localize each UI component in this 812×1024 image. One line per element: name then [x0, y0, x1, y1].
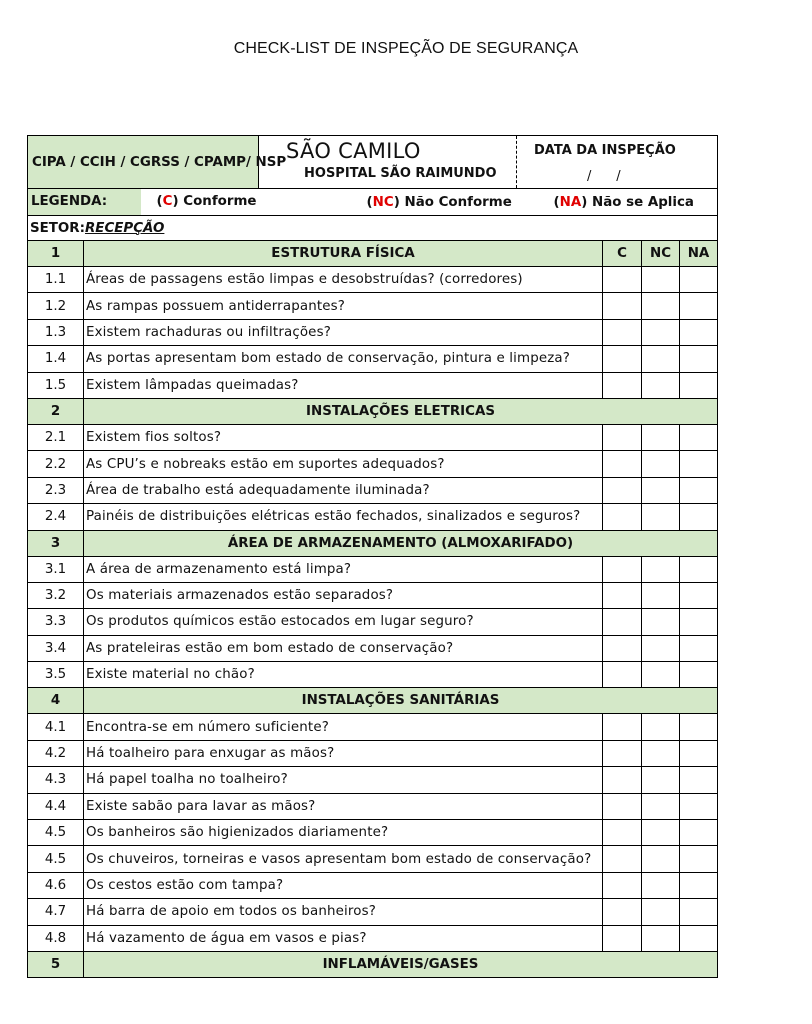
checklist-item: [28, 846, 718, 872]
item-number: 4.3: [28, 767, 84, 793]
setor-value[interactable]: RECEPÇÃO: [84, 220, 165, 236]
checkbox-c[interactable]: [603, 740, 642, 766]
checkbox-na[interactable]: [680, 662, 718, 688]
section-title: INFLAMÁVEIS/GASES: [84, 951, 718, 977]
section-number: 2: [28, 398, 84, 424]
checklist-item: [28, 556, 718, 582]
checkbox-nc[interactable]: [642, 346, 680, 372]
item-number: 3.5: [28, 662, 84, 688]
checklist-item: [28, 293, 718, 319]
item-number: 2.2: [28, 451, 84, 477]
checkbox-nc[interactable]: [642, 582, 680, 608]
item-number: 2.4: [28, 504, 84, 530]
item-question: Os cestos estão com tampa?: [84, 872, 603, 898]
setor-label: SETOR:: [30, 220, 85, 236]
checklist-item: [28, 767, 718, 793]
checkbox-na[interactable]: [680, 925, 718, 951]
item-question: Há papel toalha no toalheiro?: [84, 767, 603, 793]
header-row: [28, 136, 718, 189]
checkbox-nc[interactable]: [642, 846, 680, 872]
item-number: 3.2: [28, 582, 84, 608]
item-question: As prateleiras estão em bom estado de conservação?: [84, 635, 603, 661]
column-header-c: C: [603, 241, 642, 267]
checkbox-na[interactable]: [680, 477, 718, 503]
checkbox-nc[interactable]: [642, 477, 680, 503]
checkbox-c[interactable]: [603, 767, 642, 793]
item-number: 4.5: [28, 846, 84, 872]
checkbox-na[interactable]: [680, 556, 718, 582]
item-question: Os banheiros são higienizados diariamente?: [84, 820, 603, 846]
checkbox-nc[interactable]: [642, 424, 680, 450]
checkbox-nc[interactable]: [642, 267, 680, 293]
item-number: 1.2: [28, 293, 84, 319]
item-number: 4.2: [28, 740, 84, 766]
inspection-date-field[interactable]: / /: [587, 169, 621, 184]
checkbox-nc[interactable]: [642, 714, 680, 740]
checkbox-na[interactable]: [680, 372, 718, 398]
item-question: Existe sabão para lavar as mãos?: [84, 793, 603, 819]
checkbox-na[interactable]: [680, 319, 718, 345]
checkbox-na[interactable]: [680, 451, 718, 477]
item-question: Painéis de distribuições elétricas estão fechados, sinalizados e seguros?: [84, 504, 603, 530]
checkbox-na[interactable]: [680, 767, 718, 793]
brand-name: SÃO CAMILO: [286, 139, 421, 163]
checkbox-nc[interactable]: [642, 767, 680, 793]
hospital-name: HOSPITAL SÃO RAIMUNDO: [304, 166, 497, 181]
checklist-item: [28, 714, 718, 740]
column-header-nc: NC: [642, 241, 680, 267]
legend-na-text: Não se Aplica: [592, 194, 694, 210]
committees-label: CIPA / CCIH / CGRSS / CPAMP/ NSP: [28, 136, 259, 189]
checklist-item: [28, 635, 718, 661]
inspection-date-label: DATA DA INSPEÇÃO: [534, 143, 676, 158]
legend-row: [28, 189, 718, 216]
section-row: [28, 688, 718, 714]
item-number: 4.4: [28, 793, 84, 819]
checkbox-c[interactable]: [603, 319, 642, 345]
checklist-item: [28, 740, 718, 766]
section-row: [28, 241, 718, 267]
item-question: Existem lâmpadas queimadas?: [84, 372, 603, 398]
legend-nao-se-aplica: (NA) Não se Aplica: [603, 189, 718, 216]
section-title: INSTALAÇÕES SANITÁRIAS: [84, 688, 718, 714]
checklist-item: [28, 504, 718, 530]
item-number: 1.4: [28, 346, 84, 372]
checkbox-c[interactable]: [603, 451, 642, 477]
checkbox-na[interactable]: [680, 899, 718, 925]
checkbox-c[interactable]: [603, 846, 642, 872]
checkbox-na[interactable]: [680, 609, 718, 635]
item-number: 3.4: [28, 635, 84, 661]
item-question: Encontra-se em número suficiente?: [84, 714, 603, 740]
item-question: Há toalheiro para enxugar as mãos?: [84, 740, 603, 766]
checkbox-c[interactable]: [603, 899, 642, 925]
checkbox-c[interactable]: [603, 609, 642, 635]
checkbox-c[interactable]: [603, 556, 642, 582]
item-number: 1.5: [28, 372, 84, 398]
checkbox-c[interactable]: [603, 872, 642, 898]
checklist-item: [28, 424, 718, 450]
checkbox-c[interactable]: [603, 477, 642, 503]
checkbox-na[interactable]: [680, 267, 718, 293]
checkbox-na[interactable]: [680, 582, 718, 608]
legend-nc-code: NC: [372, 194, 394, 210]
checkbox-na[interactable]: [680, 504, 718, 530]
checkbox-nc[interactable]: [642, 504, 680, 530]
legend-nao-conforme: (NC) Não Conforme: [259, 189, 603, 216]
item-question: Os chuveiros, torneiras e vasos apresentam bom estado de conservação?: [84, 846, 603, 872]
item-question: Há barra de apoio em todos os banheiros?: [84, 899, 603, 925]
checklist-item: [28, 662, 718, 688]
item-question: Existem rachaduras ou infiltrações?: [84, 319, 603, 345]
checkbox-nc[interactable]: [642, 872, 680, 898]
checkbox-c[interactable]: [603, 293, 642, 319]
item-number: 4.7: [28, 899, 84, 925]
legend-c-text: Conforme: [183, 194, 257, 209]
section-number: 4: [28, 688, 84, 714]
inspection-date-cell: [517, 136, 718, 189]
legend-na-code: NA: [559, 194, 582, 210]
checkbox-c[interactable]: [603, 820, 642, 846]
checklist-item: [28, 372, 718, 398]
item-question: As portas apresentam bom estado de conservação, pintura e limpeza?: [84, 346, 603, 372]
checkbox-c[interactable]: [603, 793, 642, 819]
checkbox-nc[interactable]: [642, 451, 680, 477]
checkbox-c[interactable]: [603, 504, 642, 530]
checkbox-c[interactable]: [603, 635, 642, 661]
checkbox-c[interactable]: [603, 267, 642, 293]
checkbox-c[interactable]: [603, 424, 642, 450]
checklist-item: [28, 793, 718, 819]
checkbox-nc[interactable]: [642, 740, 680, 766]
item-number: 2.3: [28, 477, 84, 503]
checklist-item: [28, 872, 718, 898]
checklist-item: [28, 319, 718, 345]
setor-row: [28, 216, 718, 241]
checkbox-nc[interactable]: [642, 372, 680, 398]
checkbox-na[interactable]: [680, 846, 718, 872]
item-question: Existe material no chão?: [84, 662, 603, 688]
checklist-item: [28, 346, 718, 372]
legend-nc-text: Não Conforme: [404, 194, 512, 210]
item-number: 4.5: [28, 820, 84, 846]
section-number: 5: [28, 951, 84, 977]
checklist-item: [28, 609, 718, 635]
checkbox-nc[interactable]: [642, 820, 680, 846]
legend-conforme: (C) Conforme: [156, 194, 257, 209]
checklist-item: [28, 477, 718, 503]
section-number: 1: [28, 241, 84, 267]
checklist-item: [28, 820, 718, 846]
item-question: Existem fios soltos?: [84, 424, 603, 450]
checkbox-na[interactable]: [680, 293, 718, 319]
checkbox-nc[interactable]: [642, 793, 680, 819]
item-question: Há vazamento de água em vasos e pias?: [84, 925, 603, 951]
brand-cell: [259, 136, 517, 189]
checkbox-na[interactable]: [680, 820, 718, 846]
column-header-na: NA: [680, 241, 718, 267]
checkbox-c[interactable]: [603, 662, 642, 688]
item-question: Os materiais armazenados estão separados?: [84, 582, 603, 608]
checkbox-nc[interactable]: [642, 293, 680, 319]
checkbox-c[interactable]: [603, 372, 642, 398]
item-number: 4.6: [28, 872, 84, 898]
checkbox-na[interactable]: [680, 740, 718, 766]
legend-c-code: C: [162, 194, 173, 209]
item-number: 4.8: [28, 925, 84, 951]
section-number: 3: [28, 530, 84, 556]
setor-cell: [28, 216, 718, 241]
checkbox-na[interactable]: [680, 714, 718, 740]
checkbox-c[interactable]: [603, 925, 642, 951]
item-number: 1.1: [28, 267, 84, 293]
checkbox-na[interactable]: [680, 424, 718, 450]
section-row: [28, 530, 718, 556]
legend-label: LEGENDA:: [28, 189, 141, 215]
checkbox-na[interactable]: [680, 872, 718, 898]
checkbox-c[interactable]: [603, 714, 642, 740]
item-number: 2.1: [28, 424, 84, 450]
checklist-table: [27, 135, 718, 978]
checkbox-nc[interactable]: [642, 925, 680, 951]
section-row: [28, 398, 718, 424]
checkbox-c[interactable]: [603, 582, 642, 608]
checkbox-na[interactable]: [680, 635, 718, 661]
checkbox-nc[interactable]: [642, 609, 680, 635]
item-question: As CPU’s e nobreaks estão em suportes adequados?: [84, 451, 603, 477]
item-question: Área de trabalho está adequadamente iluminada?: [84, 477, 603, 503]
checkbox-nc[interactable]: [642, 319, 680, 345]
checklist-item: [28, 899, 718, 925]
checkbox-nc[interactable]: [642, 899, 680, 925]
checkbox-nc[interactable]: [642, 635, 680, 661]
section-title: INSTALAÇÕES ELETRICAS: [84, 398, 718, 424]
checkbox-na[interactable]: [680, 346, 718, 372]
item-number: 3.1: [28, 556, 84, 582]
checklist-item: [28, 925, 718, 951]
checklist-item: [28, 267, 718, 293]
checkbox-na[interactable]: [680, 793, 718, 819]
checklist-item: [28, 582, 718, 608]
section-row: [28, 951, 718, 977]
item-question: Os produtos químicos estão estocados em lugar seguro?: [84, 609, 603, 635]
item-question: Áreas de passagens estão limpas e desobstruídas? (corredores): [84, 267, 603, 293]
item-number: 4.1: [28, 714, 84, 740]
item-number: 1.3: [28, 319, 84, 345]
checklist-item: [28, 451, 718, 477]
item-question: As rampas possuem antiderrapantes?: [84, 293, 603, 319]
document-title: CHECK-LIST DE INSPEÇÃO DE SEGURANÇA: [233, 40, 579, 57]
item-question: A área de armazenamento está limpa?: [84, 556, 603, 582]
checkbox-nc[interactable]: [642, 556, 680, 582]
section-title: ÁREA DE ARMAZENAMENTO (ALMOXARIFADO): [84, 530, 718, 556]
item-number: 3.3: [28, 609, 84, 635]
checkbox-c[interactable]: [603, 346, 642, 372]
checkbox-nc[interactable]: [642, 662, 680, 688]
section-title: ESTRUTURA FÍSICA: [84, 241, 603, 267]
